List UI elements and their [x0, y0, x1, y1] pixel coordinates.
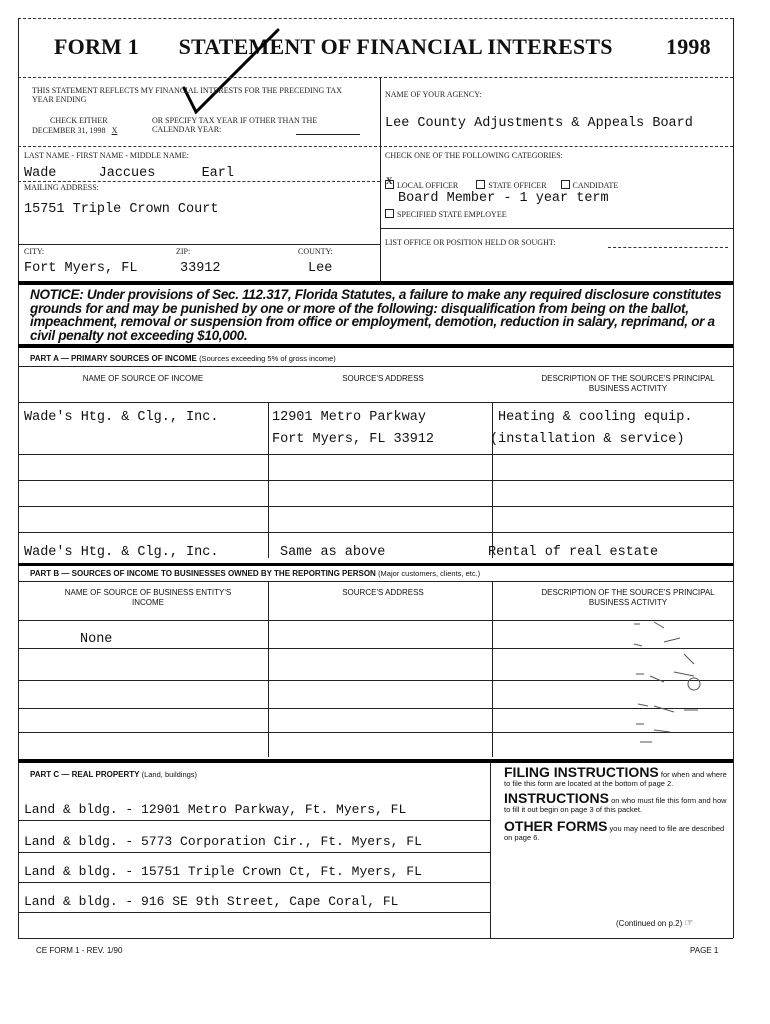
divider [18, 759, 733, 763]
source-description[interactable]: Heating & cooling equip. [498, 410, 693, 425]
part-c-title: PART C — REAL PROPERTY [30, 770, 140, 779]
divider [18, 563, 733, 566]
december-31-label: DECEMBER 31, 1998 [32, 126, 106, 135]
table-row [18, 454, 733, 480]
last-name: Wade [24, 166, 57, 181]
form-title [54, 34, 744, 60]
other-forms-title: OTHER FORMS [504, 818, 608, 834]
office-list-field[interactable] [608, 247, 728, 248]
part-a-title: PART A — PRIMARY SOURCES OF INCOME [30, 354, 197, 363]
col-divider [492, 581, 493, 757]
part-c-sub: (Land, buildings) [141, 770, 198, 779]
continued-note [616, 918, 693, 929]
page-number: PAGE 1 [690, 946, 719, 955]
part-a-header [30, 354, 336, 363]
city-value[interactable]: Fort Myers, FL [24, 261, 138, 276]
divider [18, 77, 733, 78]
filing-instructions [504, 764, 730, 788]
name-label: LAST NAME - FIRST NAME - MIDDLE NAME: [24, 151, 189, 160]
source-description[interactable]: (installation & service) [490, 432, 685, 447]
table-row [18, 428, 733, 454]
agency-label: NAME OF YOUR AGENCY: [385, 90, 482, 99]
part-a-sub: (Sources exceeding 5% of gross income) [199, 354, 336, 363]
checkmark-icon [176, 26, 286, 126]
other-forms-text: you may need to file are described on page 6. [504, 824, 725, 842]
source-address[interactable]: 12901 Metro Parkway [272, 410, 426, 425]
row-line [18, 820, 490, 821]
divider [380, 228, 733, 229]
source-address[interactable]: Fort Myers, FL 33912 [272, 432, 435, 447]
divider [18, 581, 733, 582]
other-forms [504, 818, 730, 842]
part-b-header [30, 569, 480, 578]
local-officer-label: LOCAL OFFICER [397, 181, 459, 190]
row-line [18, 882, 490, 883]
filing-instructions-text: for when and where to file this form are located at the bottom of page 2. [504, 770, 727, 788]
received-stamp-icon [614, 614, 724, 754]
part-b-col3-header: DESCRIPTION OF THE SOURCE'S PRINCIPAL BUSINESS ACTIVITY [541, 588, 715, 607]
divider [18, 366, 733, 367]
check-either-label: CHECK EITHER [50, 116, 108, 125]
county-value[interactable]: Lee [308, 261, 333, 276]
name-value[interactable] [24, 166, 234, 181]
zip-label: ZIP: [176, 247, 191, 256]
row-line [18, 532, 733, 533]
instructions-box [504, 764, 730, 842]
form-revision: CE FORM 1 - REV. 1/90 [36, 946, 123, 955]
office-list-label: LIST OFFICE OR POSITION HELD OR SOUGHT: [385, 238, 556, 247]
mailing-value[interactable]: 15751 Triple Crown Court [24, 202, 219, 217]
row-line [18, 852, 490, 853]
instructions-title: INSTRUCTIONS [504, 790, 609, 806]
who-must-file [504, 790, 730, 814]
part-c-header [30, 770, 197, 779]
source-address[interactable]: Same as above [280, 545, 386, 560]
continued-label: (Continued on p.2) [616, 919, 683, 928]
real-property-row[interactable]: Land & bldg. - 5773 Corporation Cir., Ft. Myers, FL [24, 834, 422, 849]
specified-employee-option [385, 209, 507, 219]
col-divider [268, 581, 269, 757]
table-row [18, 506, 733, 532]
divider [18, 181, 380, 182]
statement-title: STATEMENT OF FINANCIAL INTERESTS [178, 34, 613, 59]
category-options [385, 180, 618, 190]
city-label: CITY: [24, 247, 45, 256]
bottom-border [18, 938, 733, 939]
row-line [18, 454, 733, 455]
part-b-sub: (Major customers, clients, etc.) [378, 569, 481, 578]
form-1-page [18, 18, 733, 938]
real-property-row[interactable]: Land & bldg. - 15751 Triple Crown Ct, Ft. Myers, FL [24, 864, 422, 879]
divider [18, 146, 733, 147]
divider [18, 281, 733, 285]
tax-year-label: THIS STATEMENT REFLECTS MY FINANCIAL INTERESTS FOR THE PRECEDING TAX YEAR ENDING [32, 86, 342, 104]
filing-instructions-title: FILING INSTRUCTIONS [504, 764, 659, 780]
candidate-checkbox[interactable] [561, 180, 570, 189]
category-label: CHECK ONE OF THE FOLLOWING CATEGORIES: [385, 151, 563, 160]
local-officer-checkbox[interactable] [385, 180, 394, 189]
middle-name: Earl [201, 166, 234, 181]
row-line [18, 506, 733, 507]
county-label: COUNTY: [298, 247, 333, 256]
pointing-hand-icon: ☞ [684, 918, 694, 929]
source-name[interactable]: Wade's Htg. & Clg., Inc. [24, 545, 219, 560]
part-b-none[interactable]: None [80, 632, 113, 647]
other-tax-year-field[interactable] [296, 134, 360, 135]
zip-value[interactable]: 33912 [180, 261, 221, 276]
table-row [18, 480, 733, 506]
first-name: Jaccues [98, 166, 156, 181]
col-divider [490, 763, 491, 938]
part-b-col2-header: SOURCE'S ADDRESS [342, 588, 424, 597]
state-officer-checkbox[interactable] [476, 180, 485, 189]
source-name[interactable]: Wade's Htg. & Clg., Inc. [24, 410, 219, 425]
agency-value[interactable]: Lee County Adjustments & Appeals Board [385, 116, 693, 131]
position-value[interactable]: Board Member - 1 year term [398, 191, 609, 206]
part-b-title: PART B — SOURCES OF INCOME TO BUSINESSES OWNED BY THE REPORTING PERSON [30, 569, 376, 578]
table-row [18, 402, 733, 428]
real-property-row[interactable]: Land & bldg. - 916 SE 9th Street, Cape Coral, FL [24, 894, 399, 909]
mailing-label: MAILING ADDRESS: [24, 183, 99, 192]
specified-employee-checkbox[interactable] [385, 209, 394, 218]
part-b-col1-header: NAME OF SOURCE OF BUSINESS ENTITY'S INCOME [64, 588, 232, 607]
column-divider [380, 77, 381, 283]
form-year: 1998 [666, 34, 711, 59]
part-a-col3-header: DESCRIPTION OF THE SOURCE'S PRINCIPAL BUSINESS ACTIVITY [541, 374, 715, 393]
december-31-option[interactable] [32, 126, 117, 135]
row-line [18, 912, 490, 913]
divider [18, 244, 380, 245]
right-border [733, 18, 734, 938]
top-border [18, 18, 733, 19]
notice-text: NOTICE: Under provisions of Sec. 112.317, Florida Statutes, a failure to make any required disclosure constitutes grounds for and may be punished by one or more of the following: disqualification from being on the ballot, impeachment, removal or suspension from office or employment, demotion, reduction in salary, reprimand, or a civil penalty not exceeding $10,000. [30, 287, 722, 343]
row-line [18, 480, 733, 481]
table-row [18, 532, 733, 558]
other-tax-year-label: OR SPECIFY TAX YEAR IF OTHER THAN THE CALENDAR YEAR: [152, 116, 318, 134]
form-number: FORM 1 [54, 34, 139, 59]
december-31-mark: X [111, 126, 118, 135]
part-a-col2-header: SOURCE'S ADDRESS [342, 374, 424, 383]
instructions-text: on who must file this form and how to fill it out begin on page 3 of this packet. [504, 796, 727, 814]
candidate-label: CANDIDATE [572, 181, 619, 190]
specified-employee-label: SPECIFIED STATE EMPLOYEE [397, 210, 507, 219]
divider [18, 344, 733, 348]
real-property-row[interactable]: Land & bldg. - 12901 Metro Parkway, Ft. Myers, FL [24, 802, 407, 817]
source-description[interactable]: Rental of real estate [488, 545, 659, 560]
state-officer-label: STATE OFFICER [488, 181, 547, 190]
part-a-col1-header: NAME OF SOURCE OF INCOME [82, 374, 204, 383]
